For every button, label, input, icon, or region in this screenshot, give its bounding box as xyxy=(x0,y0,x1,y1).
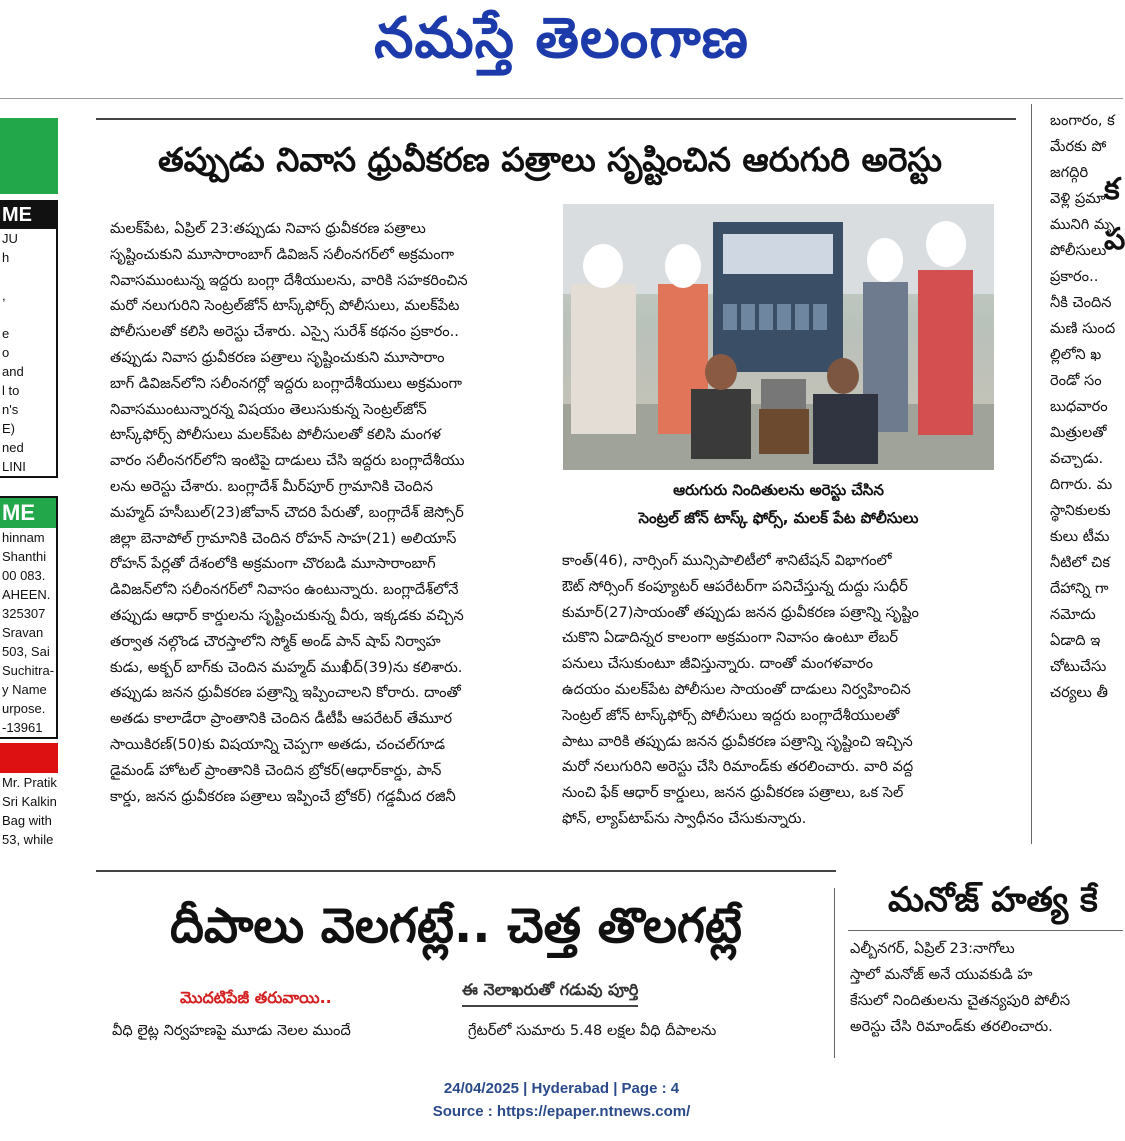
text-line: Sravan xyxy=(2,625,44,640)
bottom-story-headline: దీపాలు వెలగట్లే.. చెత్త తొలగట్లే xyxy=(170,898,742,954)
classified-box-2-lines xyxy=(0,528,56,737)
text-line: ప్రకారం.. xyxy=(1050,268,1099,285)
text-line: and xyxy=(2,364,24,379)
text-line: Bag with xyxy=(2,813,52,828)
text-line: మహ్మద్ హసీబుల్(23)జోవాన్ చౌదరి పేరుతో, బంగ్లాదేశ్ జెస్సోర్ xyxy=(110,503,464,521)
text-line: చోటుచేసు xyxy=(1050,658,1107,675)
text-line: పోలీసులు xyxy=(1050,242,1107,259)
footer-source-line: Source : https://epaper.ntnews.com/ xyxy=(432,1103,691,1120)
arrest-photo-illustration xyxy=(563,204,994,470)
text-line: వెళ్లి ప్రమా xyxy=(1050,190,1106,207)
red-banner xyxy=(0,743,58,773)
right-column-divider xyxy=(1031,104,1032,844)
text-line: Shanthi xyxy=(2,549,47,564)
text-line: రోహన్ పేర్లతో దేశంలోకి అక్రమంగా చొరబడి మూసారాంబాగ్ xyxy=(110,555,436,573)
arrest-photo xyxy=(563,204,994,470)
text-line: మేరకు పో xyxy=(1050,138,1107,155)
text-line: కేసులో నిందితులను చైతన్యపురి పోలీస xyxy=(850,992,1071,1009)
masthead xyxy=(0,0,1123,80)
text-line: బంగారం, క xyxy=(1050,112,1115,129)
right-column-big-letter-1: క xyxy=(1104,172,1120,207)
text-line: 00 083. xyxy=(2,568,46,583)
text-line: స్థానికులకు xyxy=(1050,502,1111,519)
left-classifieds-strip xyxy=(0,118,58,1063)
classified-box-3-lines xyxy=(0,773,58,849)
text-line: ఔట్ సోర్సింగ్ కంప్యూటర్ ఆపరేటర్‌గా పనిచేస్తున్న దుద్దు సుధీర్ xyxy=(562,577,908,595)
text-line: చర్యలు తీ xyxy=(1050,684,1108,701)
green-banner xyxy=(0,118,58,194)
text-line: ఫోన్, ల్యాప్‌టాప్‌ను స్వాధీనం చేసుకున్నారు. xyxy=(562,809,807,827)
text-line: 325307 xyxy=(2,606,46,621)
text-line: మిత్రులతో xyxy=(1050,424,1107,441)
text-line: బుధవారం xyxy=(1050,398,1108,415)
text-line xyxy=(0,305,56,324)
text-line: hinnam xyxy=(2,530,45,545)
text-line: ఏడాది ఇ xyxy=(1050,632,1101,649)
classified-box-1 xyxy=(0,200,58,478)
text-line: తప్పుడు ఆధార్ కార్డులను సృష్టించుకున్న వీరు, ఇక్కడకు వచ్చిన xyxy=(110,606,464,624)
bottom-section-rule xyxy=(96,870,836,872)
text-line xyxy=(0,267,56,286)
text-line: అతడు కాలాడేరా ప్రాంతానికి చెందిన డీటీపీ ఆపరేటర్ తేమూర xyxy=(110,710,453,728)
text-line: ఉదయం మలక్‌పేట పోలీసుల సాయంతో దాడులు నిర్వహించిన xyxy=(562,680,911,698)
text-line: స్తాలో మనోజ్ అనే యువకుడి హ xyxy=(850,966,1033,983)
text-line: అరెస్టు చేసి రిమాండ్‌కు తరలించారు. xyxy=(850,1018,1053,1035)
bottom-vertical-divider xyxy=(834,888,835,1058)
text-line: కులు టీమ xyxy=(1050,528,1110,545)
text-line: దేహాన్ని గా xyxy=(1050,580,1109,597)
text-line: -13961 xyxy=(2,720,43,735)
text-line: 503, Sai xyxy=(2,644,50,659)
text-line: ఎల్బీనగర్, ఏప్రిల్ 23:నాగోలు xyxy=(850,940,1015,957)
text-line: వీధి లైట్ల నిర్వహణపై మూడు నెలల ముందే xyxy=(112,1022,351,1039)
text-line: l to xyxy=(2,383,20,398)
text-line: కుమార్(27)సాయంతో తప్పుడు జనన ధ్రువీకరణ పత్రాన్ని సృష్టిం xyxy=(562,603,919,621)
main-story-top-rule xyxy=(96,118,1016,120)
text-line: Mr. Pratik xyxy=(2,775,57,790)
right-story-rule xyxy=(848,930,1123,931)
text-line: o xyxy=(2,345,10,360)
text-line: వారం సలీంనగర్‌లోని ఇంటిపై దాడులు చేసి ఇద్దరు బంగ్లాదేశీయు xyxy=(110,452,465,470)
text-line: డైమండ్ హోటల్ ప్రాంతానికి చెందిన బ్రోకర్(ఆధార్‌కార్డు, పాన్ xyxy=(110,761,442,779)
text-line: పనులు చేసుకుంటూ జీవిస్తున్నారు. దాంతో మంగళవారం xyxy=(562,655,874,673)
text-line: పోలీసులతో కలిసి అరెస్టు చేశారు. ఎస్సై సురేశ్ కథనం ప్రకారం.. xyxy=(110,323,459,341)
text-line: జిల్లా బెనాపోల్ గ్రామానికి చెందిన రోహన్ సాహ(21) అలియాస్ xyxy=(110,529,457,547)
right-column-big-letter-2: ప xyxy=(1104,222,1125,257)
text-line: LINI xyxy=(2,459,26,474)
text-line: గ్రేటర్‌లో సుమారు 5.48 లక్షల వీధి దీపాలను xyxy=(468,1022,717,1039)
text-line: నుంచి ఫేక్ ఆధార్ కార్డులు, జనన ధ్రువీకరణ పత్రాలు, ఒక సెల్ xyxy=(562,784,904,802)
masthead-title: నమస్తే తెలంగాణ xyxy=(374,6,749,71)
text-line: బాగ్ డివిజన్‌లోని సలీంనగర్లో ఇద్దరు బంగ్లాదేశీయులు అక్రమంగా xyxy=(110,374,462,392)
text-line: h xyxy=(2,250,10,265)
text-line: AHEEN. xyxy=(2,587,51,602)
bottom-story-column-1 xyxy=(112,1018,452,1044)
classified-box-2 xyxy=(0,496,58,739)
text-line: urpose. xyxy=(2,701,46,716)
text-line: దిగారు. మ xyxy=(1050,476,1113,493)
text-line: JU xyxy=(2,231,18,246)
continued-label: మొదటిపేజీ తరువాయి.. xyxy=(180,988,332,1007)
text-line: సెంట్రల్ జోన్ టాస్క్‌ఫోర్స్ పోలీసులు ఇద్దరు బంగ్లాదేశీయులతో xyxy=(562,706,900,724)
text-line: e xyxy=(2,326,10,341)
text-line: జగద్గిరి xyxy=(1050,164,1089,181)
text-line: నివాసముంటున్న ఇద్దరు బంగ్లా దేశీయులను, వారికి సహకరించిన xyxy=(110,271,468,289)
text-line: కుడు, అక్బర్ బాగ్‌కు చెందిన మహ్మద్ ముఖీద్(39)ను కలిశారు. xyxy=(110,658,463,676)
text-line: , xyxy=(2,288,6,303)
text-line: డివిజన్‌లోని సలీంనగర్‌లో నివాసం ఉంటున్నారు. బంగ్లాదేశ్‌లోనే xyxy=(110,581,459,599)
text-line: ల్లిలోని ఖ xyxy=(1050,346,1102,363)
text-line: మలక్‌పేట, ఏప్రిల్ 23:తప్పుడు నివాస ధ్రువీకరణ పత్రాలు xyxy=(110,220,426,237)
text-line: మణి సుంద xyxy=(1050,320,1116,337)
main-story-column-1 xyxy=(110,216,542,809)
classified-box-1-lines xyxy=(0,229,56,476)
photo-caption-line-2: సెంట్రల్ జోన్ టాస్క్ ఫోర్స్, మలక్ పేట పోలీసులు xyxy=(638,509,919,527)
text-line: నమోదు xyxy=(1050,606,1096,623)
text-line: నీటిలో చిక xyxy=(1050,554,1110,571)
bottom-story-subhead: ఈ నెలాఖరుతో గడువు పూర్తి xyxy=(462,980,638,1007)
text-line: E) xyxy=(2,421,15,436)
text-line: పాటు వారికి తప్పుడు జనన ధ్రువీకరణ పత్రాన్ని సృష్టించి ఇచ్చిన xyxy=(562,732,913,750)
footer-date-line: 24/04/2025 | Hyderabad | Page : 4 xyxy=(443,1080,680,1097)
text-line: y Name xyxy=(2,682,47,697)
text-line: తప్పుడు నివాస ధ్రువీకరణ పత్రాలు సృష్టించుకుని మూసారాం xyxy=(110,348,445,366)
photo-caption-line-1: ఆరుగురు నిందితులను అరెస్టు చేసిన xyxy=(673,481,884,499)
text-line: నివాసముంటున్నారన్న విషయం తెలుసుకున్న సెంట్రల్‌జోన్ xyxy=(110,400,427,418)
main-story-column-2 xyxy=(562,548,998,832)
text-line: చుకొని ఏడాదిన్నర కాలంగా అక్రమంగా నివాసం ఉంటూ లేబర్ xyxy=(562,629,899,647)
photo-caption xyxy=(563,476,994,532)
text-line: మరో నలుగురిని సెంట్రల్‌జోన్ టాస్క్‌ఫోర్స్ పోలీసులు, మలక్‌పేట xyxy=(110,297,460,315)
text-line: తర్వాత నల్గొండ చౌరస్తాలోని స్మోక్ అండ్ పాన్ షాప్ నిర్వాహ xyxy=(110,632,441,650)
text-line: తప్పుడు జనన ధ్రువీకరణ పత్రాన్ని ఇప్పించాలని కోరారు. దాంతో xyxy=(110,684,461,702)
text-line: n's xyxy=(2,402,19,417)
text-line: కాంత్(46), నార్సింగ్ మున్సిపాలిటీలో శానిటేషన్ విభాగంలో xyxy=(562,552,892,569)
bottom-story-column-2 xyxy=(468,1018,813,1044)
text-line: రెండో సం xyxy=(1050,372,1102,389)
text-line: మరో నలుగురిని అరెస్టు చేసి రిమాండ్‌కు తరలించారు. వారి వద్ద xyxy=(562,758,914,776)
text-line: మునిగి మృ xyxy=(1050,216,1115,233)
top-rule xyxy=(0,98,1123,99)
text-line: నీకి చెందిన xyxy=(1050,294,1112,311)
classified-box-1-head: ME xyxy=(0,202,56,229)
text-line: లను అరెస్టు చేశారు. బంగ్లాదేశ్ మీర్‌పూర్ గ్రామానికి చెందిన xyxy=(110,477,433,495)
text-line: వచ్చాడు. xyxy=(1050,450,1104,467)
main-story-headline: తప్పుడు నివాస ధ్రువీకరణ పత్రాలు సృష్టించిన ఆరుగురి అరెస్టు xyxy=(157,140,942,179)
right-story-body xyxy=(850,936,1123,1040)
text-line: 53, while xyxy=(2,832,54,847)
text-line: ned xyxy=(2,440,24,455)
text-line: Suchitra- xyxy=(2,663,55,678)
right-story-headline: మనోజ్ హత్య కే xyxy=(888,880,1098,920)
text-line: సృష్టించుకుని మూసారాంబాగ్ డివిజన్ సలీంనగర్‌లో అక్రమంగా xyxy=(110,245,455,263)
text-line: టాస్క్‌ఫోర్స్ పోలీసులు మలక్‌పేట పోలీసులతో కలిసి మంగళ xyxy=(110,426,441,444)
classified-box-2-head: ME xyxy=(0,498,56,528)
text-line: Sri Kalkin xyxy=(2,794,57,809)
text-line: సాయికిరణ్(50)కు విషయాన్ని చెప్పగా అతడు, చంచల్‌గూడ xyxy=(110,735,446,753)
text-line: కార్డు, జనన ధ్రువీకరణ పత్రాలు ఇప్పించే బ్రోకర్) గడ్డమీద రజినీ xyxy=(110,787,456,805)
